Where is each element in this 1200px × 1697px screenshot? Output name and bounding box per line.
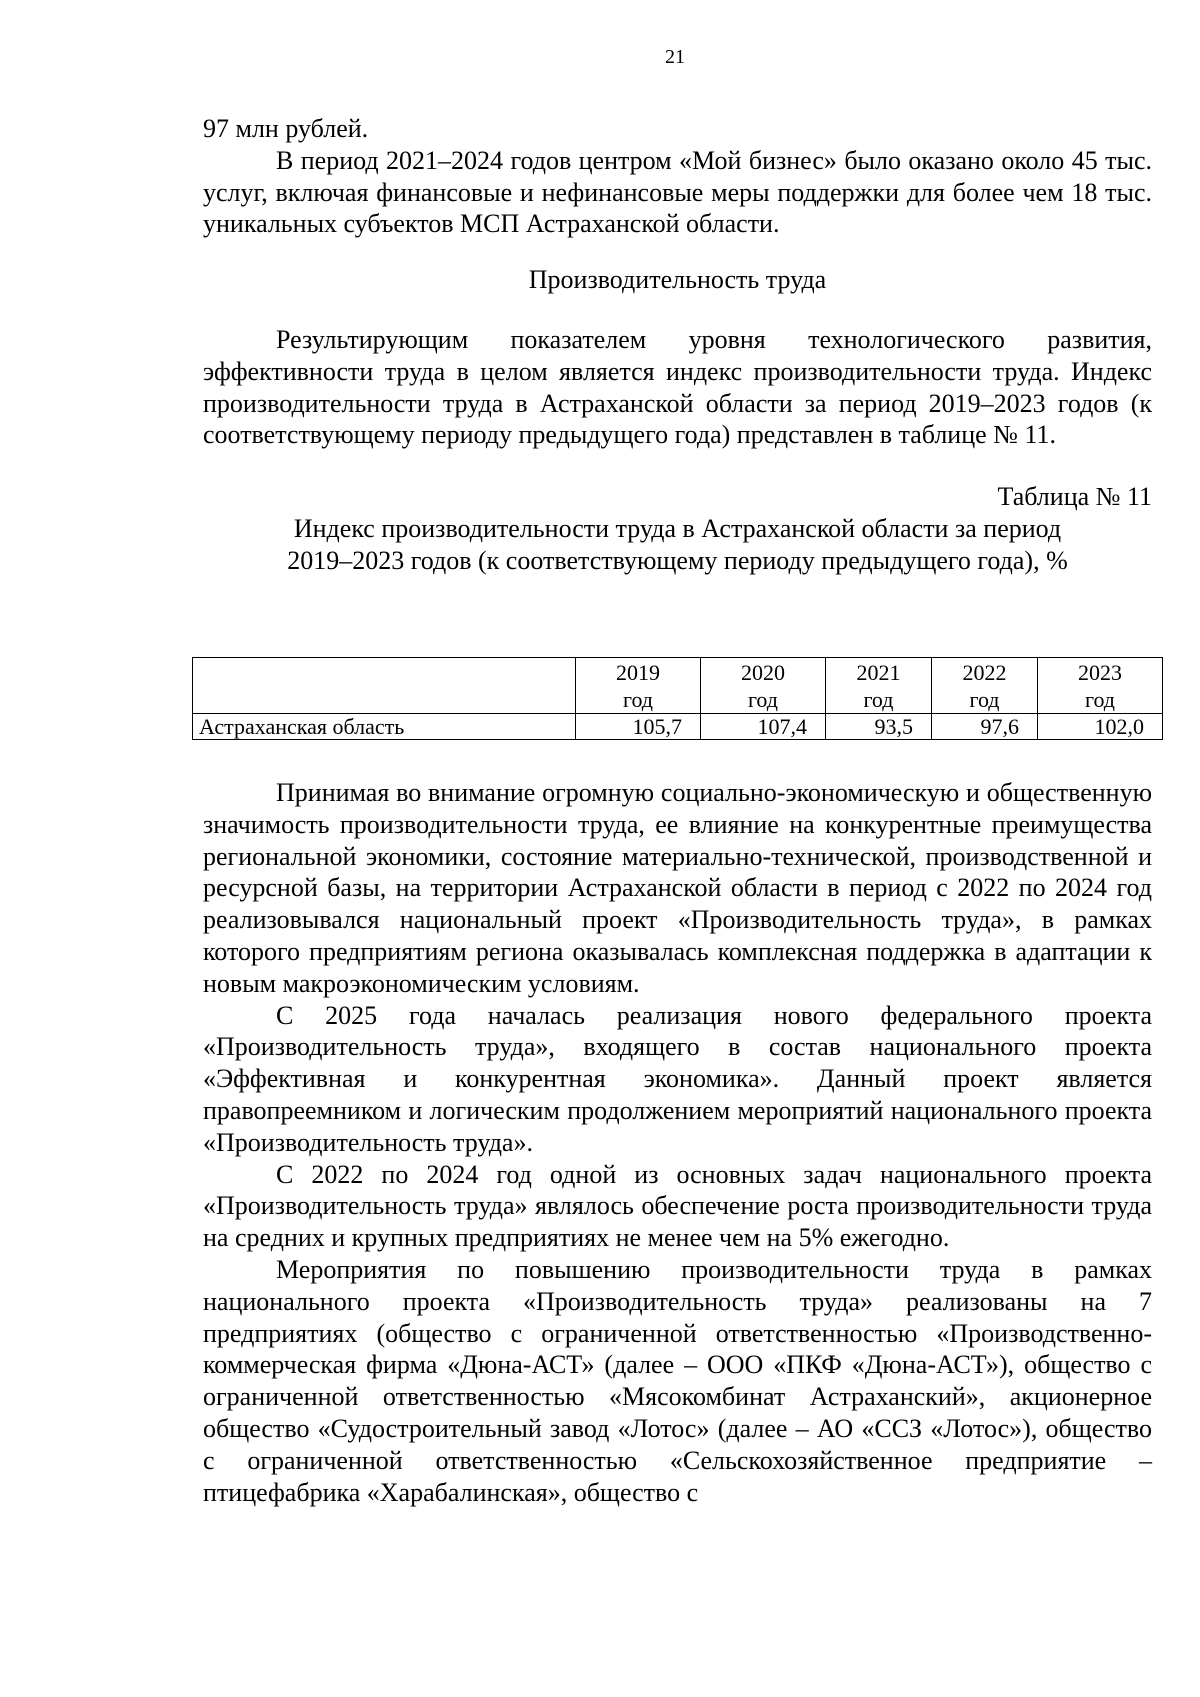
header-unit: год [863, 686, 894, 712]
table-title [203, 513, 1152, 577]
page-number: 21 [665, 46, 685, 68]
table-header-2021 [825, 658, 931, 714]
header-year: 2022 [962, 659, 1007, 685]
header-year: 2019 [615, 659, 660, 685]
paragraph-moy-biznes: В период 2021–2024 годов центром «Мой бизнес» было оказано около 45 тыс. услуг, включая финансовые и нефинансовые меры поддержки для более чем 18 тыс. уникальных субъектов МСП Астраханской области. [203, 145, 1152, 239]
header-unit: год [747, 686, 778, 712]
table-cell-2022: 97,6 [931, 714, 1037, 740]
section-heading: Производительность труда [528, 265, 827, 295]
table-title-line-1: Индекс производительности труда в Астраханской области за период [293, 513, 1062, 543]
paragraph-enterprises: Мероприятия по повышению производительности труда в рамках национального проекта «Производительность труда» реализованы на 7 предприятиях (общество с ограниченной ответственностью «Производственно-коммерческая фирма «Дюна-АСТ» (далее – ООО «ПКФ «Дюна-АСТ»), общество с ограниченной ответственностью «Мясокомбинат Астраханский», акционерное общество «Судостроительный завод «Лотос» (далее – АО «ССЗ «Лотос»), общество с ограниченной ответственностью «Сельскохозяйственное предприятие – птицефабрика «Харабалинская», общество с [203, 1254, 1152, 1507]
header-year: 2020 [740, 659, 785, 685]
paragraph-national-project: Принимая во внимание огромную социально-экономическую и общественную значимость производительности труда, ее влияние на конкурентные преимущества региональной экономики, состояние материально-технической, производственной и ресурсной базы, на территории Астраханской области в период с 2022 по 2024 год реализовывался национальный проект «Производительность труда», в рамках которого предприятиям региона оказывалась комплексная поддержка в адаптации к новым макроэкономическим условиям. [203, 778, 1152, 998]
table-row-label: Астраханская область [193, 714, 576, 740]
table-row [193, 714, 1163, 740]
paragraph-continuation: 97 млн рублей. [203, 114, 369, 143]
header-year: 2023 [1078, 659, 1122, 685]
table-corner-cell [193, 658, 576, 714]
paragraph-federal-project: С 2025 года началась реализация нового федерального проекта «Производительность труда», входящего в состав национального проекта «Эффективная и конкурентная экономика». Данный проект является правопреемником и логическим продолжением мероприятий национального проекта «Производительность труда». [203, 1000, 1152, 1157]
table-cell-2023: 102,0 [1038, 714, 1163, 740]
table-label: Таблица № 11 [997, 482, 1152, 512]
header-unit: год [622, 686, 654, 712]
table-cell-2021: 93,5 [825, 714, 931, 740]
table-cell-2020: 107,4 [700, 714, 825, 740]
lower-text-block [203, 777, 1152, 1508]
upper-text-block [203, 113, 1152, 577]
paragraph-intro: Результирующим показателем уровня технологического развития, эффективности труда в целом является индекс производительности труда. Индекс производительности труда в Астраханской области за период 2019–2023 годов (к соответствующему периоду предыдущего года) представлен в таблице № 11. [203, 324, 1152, 450]
productivity-index-table [192, 657, 1163, 740]
table-header-2023 [1038, 658, 1163, 714]
table-cell-2019: 105,7 [576, 714, 701, 740]
table-header-2020 [700, 658, 825, 714]
table-header-row [193, 658, 1163, 714]
header-year: 2021 [856, 659, 901, 685]
table-header-2022 [931, 658, 1037, 714]
header-unit: год [1084, 686, 1116, 712]
table-title-line-2: 2019–2023 годов (к соответствующему периоду предыдущего года), % [287, 545, 1068, 575]
header-unit: год [969, 686, 1000, 712]
paragraph-growth-goal: С 2022 по 2024 год одной из основных задач национального проекта «Производительность труда» являлось обеспечение роста производительности труда на средних и крупных предприятиях не менее чем на 5% ежегодно. [203, 1159, 1152, 1253]
table-header-2019 [576, 658, 701, 714]
